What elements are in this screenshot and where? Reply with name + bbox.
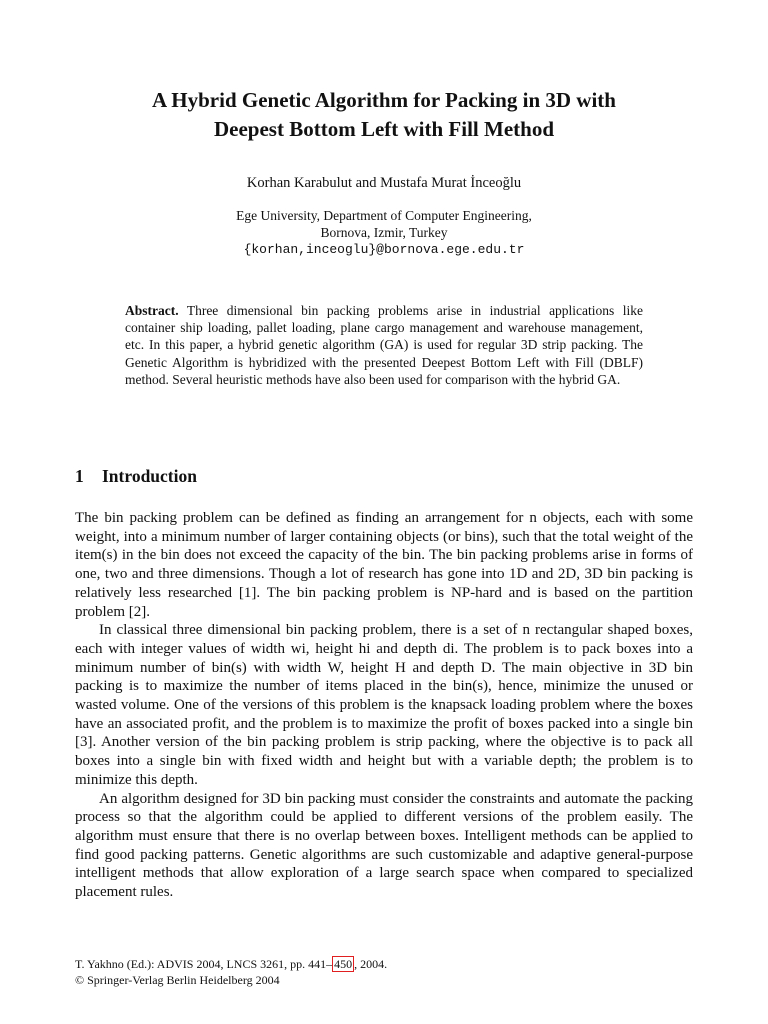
footer-citation-suffix: , 2004. [354,957,388,971]
page-link[interactable]: 450 [334,957,353,971]
paragraph-3: An algorithm designed for 3D bin packing must consider the constraints and automate the packing process so that the algorithm could be applied to different versions of the problem easily. The algorithm must ensure that there is no overlap between boxes. Intelligent methods can be applied to find good packing patterns. Genetic algorithms are such customizable and adaptive general-purpose intelligent methods that allow exploration of a large search space when compared to specialized placement rules. [75,790,693,901]
title-line-1: A Hybrid Genetic Algorithm for Packing in 3D with [152,88,616,112]
body-text [75,509,693,902]
footer-citation-prefix: T. Yakhno (Ed.): ADVIS 2004, LNCS 3261, pp. 441– [75,957,333,971]
abstract [125,302,643,388]
author-list: Korhan Karabulut and Mustafa Murat İnceoğlu [246,175,522,191]
section-number: 1 [75,466,84,486]
affiliation-line-1: Ege University, Department of Computer Engineering, [236,208,532,223]
footer-citation-line [75,956,387,972]
abstract-label: Abstract. [125,303,179,318]
paragraph-1: The bin packing problem can be defined as finding an arrangement for n objects, each with some weight, into a minimum number of larger containing objects (or bins), such that the total weight of the item(s) in the bin does not exceed the capacity of the bin. The bin packing problems arise in forms of one, two and three dimensions. Though a lot of research has gone into 1D and 2D, 3D bin packing is relatively less researched [1]. The bin packing problem is NP-hard and is based on the partition problem [2]. [75,510,693,620]
paragraph-2: In classical three dimensional bin packing problem, there is a set of n rectangular shaped boxes, each with integer values of width wi, height hi and depth di. The problem is to pack boxes into a minimum number of bin(s) with width W, height H and depth D. The main objective in 3D bin packing is to maximize the number of items placed in the bin(s), hence, minimize the unused or wasted volume. One of the versions of this problem is the knapsack loading problem where the boxes have an associated profit, and the problem is to maximize the profit of boxes packed into a single bin [3]. Another version of the bin packing problem is strip packing, where the objective is to pack all boxes into a single bin with fixed width and height but with a variable depth; the problem is to minimize this depth. [75,622,693,788]
citation-footer [75,956,387,988]
abstract-text: Three dimensional bin packing problems arise in industrial applications like container ship loading, pallet loading, plane cargo management and warehouse management, etc. In this paper, a hybrid genetic algorithm (GA) is used for regular 3D strip packing. The Genetic Algorithm is hybridized with the presented Deepest Bottom Left with Fill (DBLF) method. Several heuristic methods have also been used for comparison with the hybrid GA. [125,303,643,387]
copyright-line: © Springer-Verlag Berlin Heidelberg 2004 [75,973,280,987]
title-line-2: Deepest Bottom Left with Fill Method [213,117,555,141]
affiliation [0,207,768,258]
author-email: {korhan,inceoglu}@bornova.ege.edu.tr [243,242,525,257]
affiliation-line-2: Bornova, Izmir, Turkey [320,225,448,240]
section-title: Introduction [102,466,197,486]
paper-title [0,86,768,144]
section-heading [75,466,197,487]
